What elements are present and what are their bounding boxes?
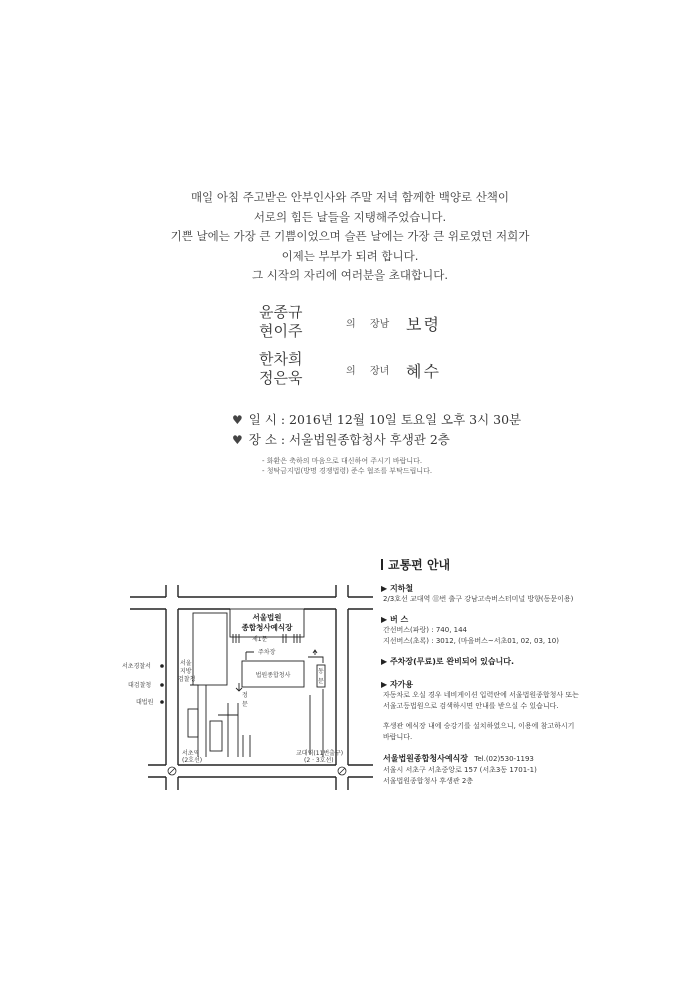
venue-name: 서울법원종합청사예식장 [383, 754, 469, 763]
groom-mother-name: 현이주 [259, 322, 303, 340]
bus-heading: ▶ 버 스 [381, 615, 409, 624]
left-place-label: 대검찰청 [128, 682, 152, 689]
elevator-line: 후생관 예식장 내에 승강기를 설치하였으니, 이용에 참고하시기 [383, 722, 575, 730]
parking-label: 주차장 [258, 649, 276, 656]
prosecutor-label: 지방 [180, 668, 192, 675]
of-particle: 의 [346, 366, 356, 377]
car-line: 서울고등법원으로 검색하시면 안내를 받으실 수 있습니다. [383, 702, 559, 710]
groom-name: 보령 [406, 315, 441, 334]
note-flowers: - 화환은 축하의 마음으로 대신하여 주시기 바랍니다. [262, 457, 423, 465]
intro-line: 이제는 부부가 되려 합니다. [281, 248, 419, 263]
gate-label: 제1문 [252, 636, 268, 643]
bride-mother-name: 정은욱 [259, 369, 303, 387]
seocho-station-label: 서초역 [182, 750, 200, 757]
parking-heading: ▶ 주차장(무료)로 완비되어 있습니다. [381, 657, 515, 666]
datetime-text: 일 시 : 2016년 12월 10일 토요일 오후 3시 30분 [248, 412, 522, 427]
venue-label-line1: 서울법원 [252, 613, 282, 622]
triangle-icon: ▶ [381, 584, 390, 593]
venue-tel: Tel.(02)530-1193 [474, 755, 534, 763]
groom-father-name: 윤종규 [259, 303, 303, 321]
intro-line: 그 시작의 자리에 여러분을 초대합니다. [251, 268, 449, 282]
groom-relation: 장남 [370, 319, 390, 330]
note-anti-graft: - 청탁금지법(방명 경쟁법령) 준수 협조를 부탁드립니다. [262, 467, 433, 475]
bus-line: 지선버스(초록) : 3012, (마을버스~서초01, 02, 03, 10) [383, 637, 559, 645]
location-map [118, 585, 378, 795]
main-gate-label: 정 [242, 692, 248, 699]
subway-text: 2/3호선 교대역 ⑪번 출구 강남고속버스터미널 방향(동문이용) [383, 595, 574, 603]
bride-father-name: 한차희 [259, 350, 303, 368]
heart-icon: ♥ [232, 433, 243, 447]
bride-name: 혜수 [406, 362, 441, 381]
gyodae-station-label: (2 · 3호선) [304, 757, 334, 764]
transport-title: 교통편 안내 [381, 556, 693, 573]
intro-line: 서로의 힘든 날들을 지탱해주었습니다. [253, 209, 447, 224]
elevator-line: 바랍니다. [383, 733, 413, 741]
bride-family [259, 350, 459, 394]
place-text: 장 소 : 서울법원종합청사 후생관 2층 [248, 432, 450, 447]
heart-icon: ♥ [232, 413, 243, 427]
east-gate-label: 문 [318, 678, 324, 685]
event-place [232, 430, 450, 448]
left-place-label: 서초경찰서 [122, 663, 151, 670]
east-gate-label: 동 [318, 668, 324, 675]
bride-relation: 장녀 [370, 366, 390, 377]
of-particle: 의 [346, 319, 356, 330]
gyodae-station-label: 교대역(11번출구) [296, 750, 344, 757]
prosecutor-label: 검찰청 [178, 676, 196, 683]
left-place-label: 대법원 [136, 699, 154, 706]
court-building-label: 법원종합청사 [255, 672, 291, 679]
prosecutor-label: 서울 [180, 660, 192, 667]
groom-family [259, 303, 459, 347]
triangle-icon: ▶ [381, 680, 390, 689]
seocho-station-label: (2호선) [182, 757, 203, 764]
event-datetime [232, 410, 521, 428]
subway-heading: ▶ 지하철 [381, 584, 414, 593]
triangle-icon: ▶ [381, 615, 390, 624]
venue-label-line2: 종합청사예식장 [241, 623, 293, 632]
bus-line: 간선버스(파랑) : 740, 144 [383, 626, 468, 634]
main-gate-label: 문 [242, 701, 248, 708]
address-line: 서울시 서초구 서초중앙로 157 (서초3동 1701-1) [383, 766, 537, 774]
car-line: 자동차로 오실 경우 네비게이션 입력란에 서울법원종합청사 또는 [383, 691, 579, 699]
transport-guide [381, 556, 693, 787]
venue-contact [381, 753, 693, 765]
invitation-message [0, 188, 700, 286]
triangle-icon: ▶ [381, 657, 390, 666]
address-line: 서울법원종합청사 후생관 2층 [383, 777, 474, 785]
car-heading: ▶ 자가용 [381, 680, 414, 689]
intro-line: 기쁜 날에는 가장 큰 기쁨이었으며 슬픈 날에는 가장 큰 위로였던 저희가 [170, 229, 530, 243]
intro-line: 매일 아침 주고받은 안부인사와 주말 저녁 함께한 백양로 산책이 [190, 190, 510, 204]
